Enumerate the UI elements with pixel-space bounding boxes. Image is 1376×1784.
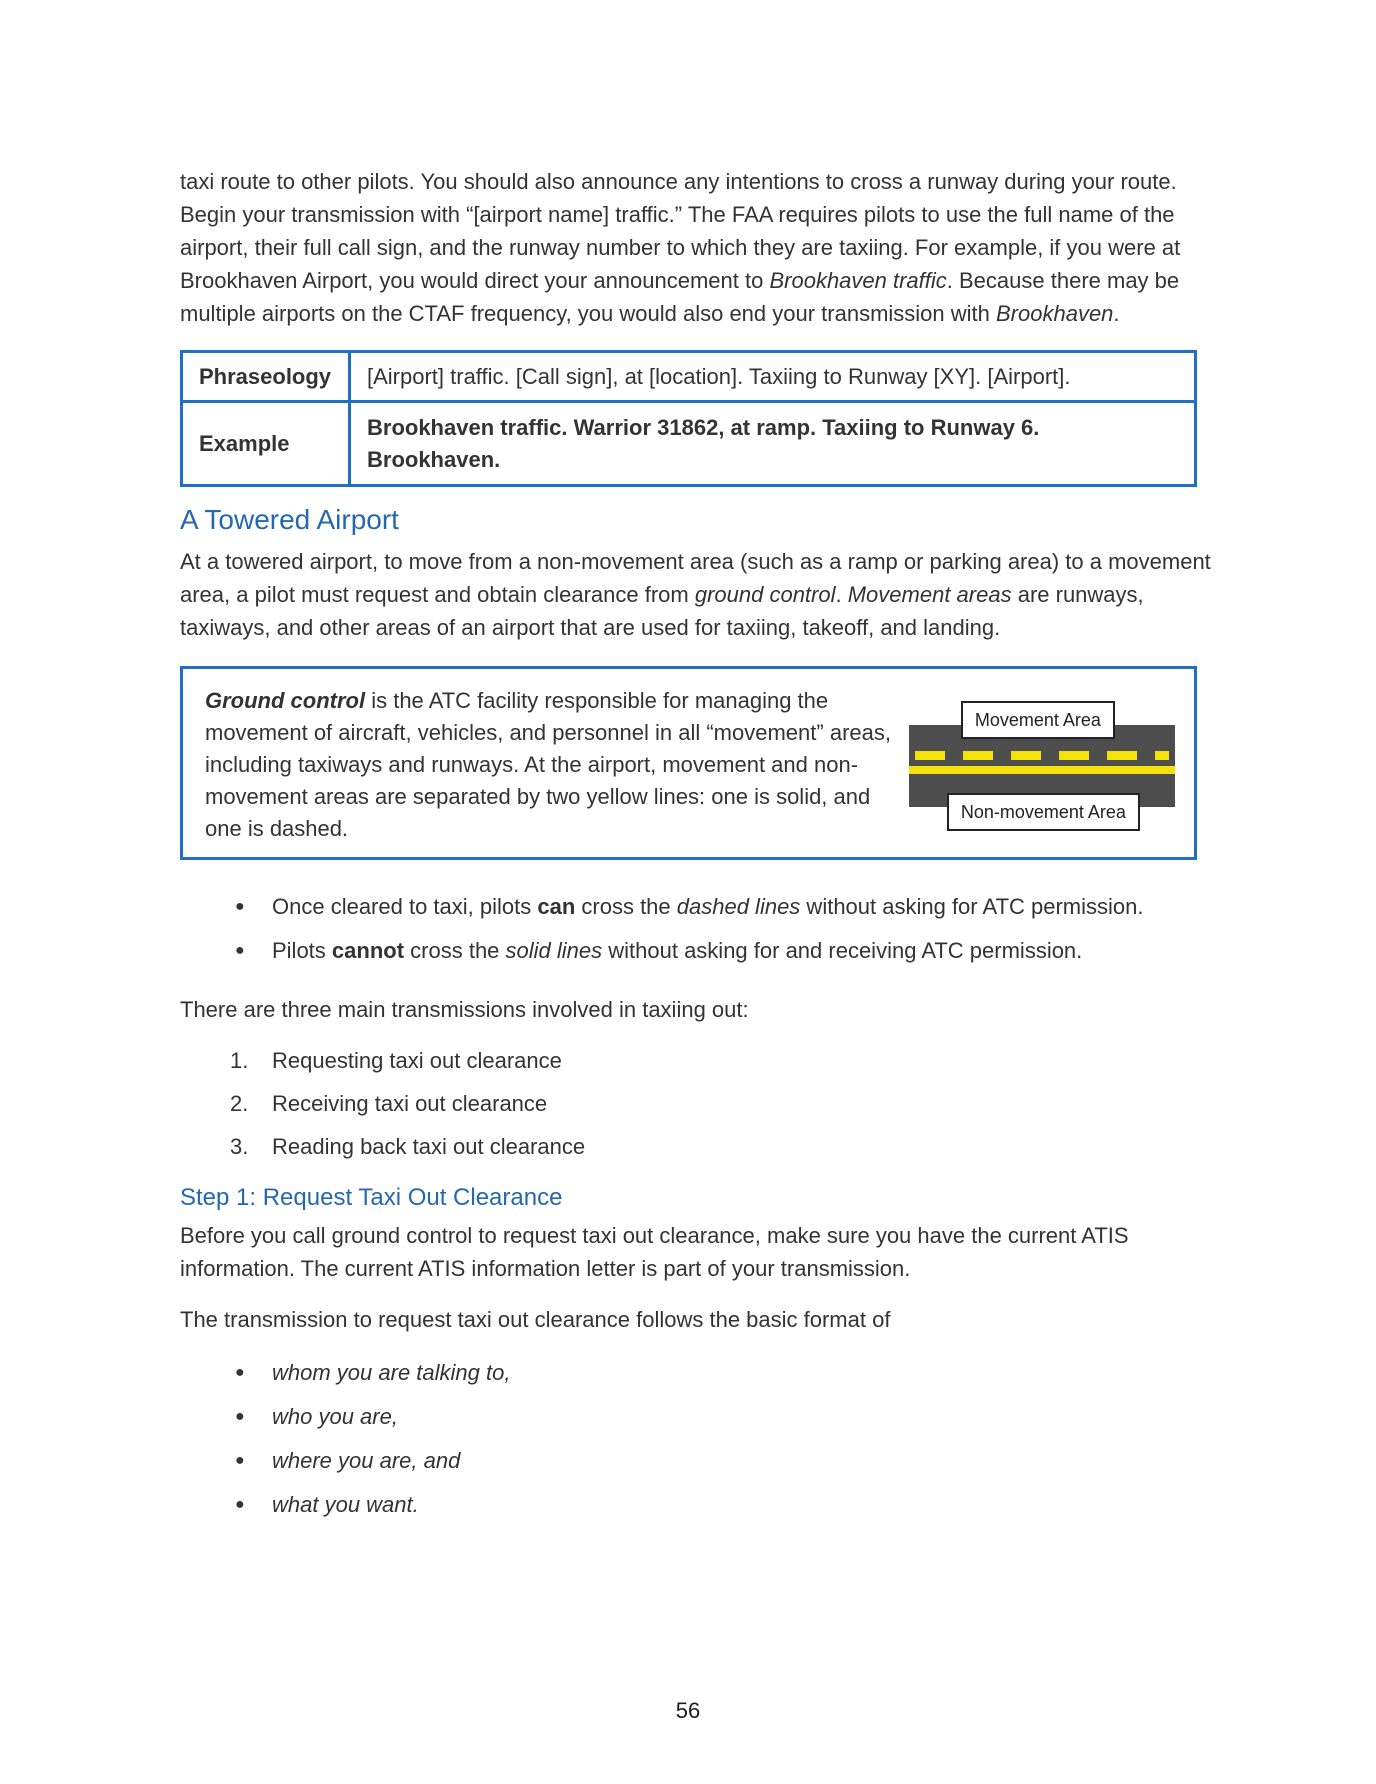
transmission-item-1: Requesting taxi out clearance bbox=[272, 1048, 562, 1073]
format-item-whom: ● whom you are talking to, bbox=[272, 1356, 1177, 1389]
intro-text: taxi route to other pilots. You should also announce any intentions to cross a runway during your route. Begin your transmission with “[airport name] traffic.” The FAA requires pilots to use the full name of the airport, their full call sign, and the runway number to which they are taxiing. For example, if you were at Brookhaven Airport, you would direct your announcement to bbox=[180, 169, 1181, 293]
non-movement-area-label: Non-movement Area bbox=[947, 793, 1140, 831]
rule-text: without asking for and receiving ATC permission. bbox=[602, 938, 1083, 963]
rule-text: cross the bbox=[575, 894, 677, 919]
towered-text: are runways, taxiways, and other areas of an airport that are used for taxiing, takeoff, and landing. bbox=[180, 582, 1144, 640]
rule-text: Pilots bbox=[272, 938, 332, 963]
section-heading-towered-airport: A Towered Airport bbox=[180, 504, 399, 535]
phraseology-value: [Airport] traffic. [Call sign], at [location]. Taxiing to Runway [XY]. [Airport]. bbox=[350, 352, 1196, 402]
format-item-where: ● where you are, and bbox=[272, 1444, 1177, 1477]
solid-yellow-line-graphic bbox=[909, 766, 1175, 774]
intro-text: . Because there may be multiple airports on the CTAF frequency, you would also end your transmission with bbox=[180, 268, 1180, 326]
callout-text bbox=[205, 685, 909, 845]
example-value: Brookhaven traffic. Warrior 31862, at ramp. Taxiing to Runway 6. Brookhaven. bbox=[350, 402, 1196, 486]
dashed-yellow-line-graphic bbox=[915, 751, 1169, 760]
format-list bbox=[180, 1356, 1230, 1521]
rule-text: Once cleared to taxi, pilots bbox=[272, 894, 538, 919]
step1-paragraph: Before you call ground control to request taxi out clearance, make sure you have the current ATIS information. The current ATIS information letter is part of your transmission. bbox=[180, 1223, 1129, 1281]
phraseology-row bbox=[182, 352, 1196, 402]
towered-paragraph bbox=[180, 545, 1230, 644]
transmission-item-2: Receiving taxi out clearance bbox=[272, 1091, 548, 1116]
phraseology-table bbox=[180, 350, 1197, 487]
rule-item-dashed-lines bbox=[272, 890, 1177, 923]
intro-paragraph bbox=[180, 165, 1230, 330]
transmission-item-3: Reading back taxi out clearance bbox=[272, 1134, 586, 1159]
towered-text: At a towered airport, to move from a non-movement area (such as a ramp or parking area) to a movement area, a pilot must request and obtain clearance from bbox=[180, 549, 1211, 607]
rule-bold-cannot: cannot bbox=[331, 938, 405, 963]
transmissions-list bbox=[180, 1044, 1230, 1163]
rule-text: without asking for ATC permission. bbox=[800, 894, 1144, 919]
towered-italic-ground-control: ground control bbox=[694, 582, 836, 607]
intro-italic-brookhaven: Brookhaven bbox=[996, 301, 1114, 326]
rule-italic-solid-lines: solid lines bbox=[505, 938, 603, 963]
transmissions-intro: There are three main transmissions involved in taxiing out: bbox=[180, 997, 749, 1022]
format-item-what: ● what you want. bbox=[272, 1488, 1177, 1521]
format-item-who: ● who you are, bbox=[272, 1400, 1177, 1433]
page-number: 56 bbox=[675, 1698, 701, 1723]
example-row bbox=[182, 402, 1196, 486]
towered-italic-movement-areas: Movement areas bbox=[847, 582, 1012, 607]
movement-area-label: Movement Area bbox=[961, 701, 1115, 739]
ground-control-callout bbox=[180, 666, 1197, 860]
rule-bold-can: can bbox=[537, 894, 576, 919]
phraseology-label: Phraseology bbox=[182, 352, 350, 402]
taxi-rules-list bbox=[180, 890, 1230, 967]
step1-heading: Step 1: Request Taxi Out Clearance bbox=[180, 1184, 563, 1211]
rule-text: cross the bbox=[404, 938, 506, 963]
example-label: Example bbox=[182, 402, 350, 486]
format-intro-paragraph: The transmission to request taxi out clearance follows the basic format of bbox=[180, 1307, 891, 1332]
movement-area-diagram bbox=[909, 701, 1174, 831]
callout-lead-ground-control: Ground control bbox=[205, 688, 366, 713]
towered-text: . bbox=[835, 582, 848, 607]
callout-body-text: is the ATC facility responsible for managing the movement of aircraft, vehicles, and personnel in all “movement” areas, including taxiways and runways. At the airport, movement and non-movement areas are separated by two yellow lines: one is solid, and one is dashed. bbox=[205, 688, 891, 841]
page-content bbox=[180, 0, 1230, 1532]
rule-item-solid-lines bbox=[272, 934, 1177, 967]
intro-text: . bbox=[1113, 301, 1120, 326]
intro-italic-brookhaven-traffic: Brookhaven traffic bbox=[769, 268, 947, 293]
rule-italic-dashed-lines: dashed lines bbox=[676, 894, 801, 919]
